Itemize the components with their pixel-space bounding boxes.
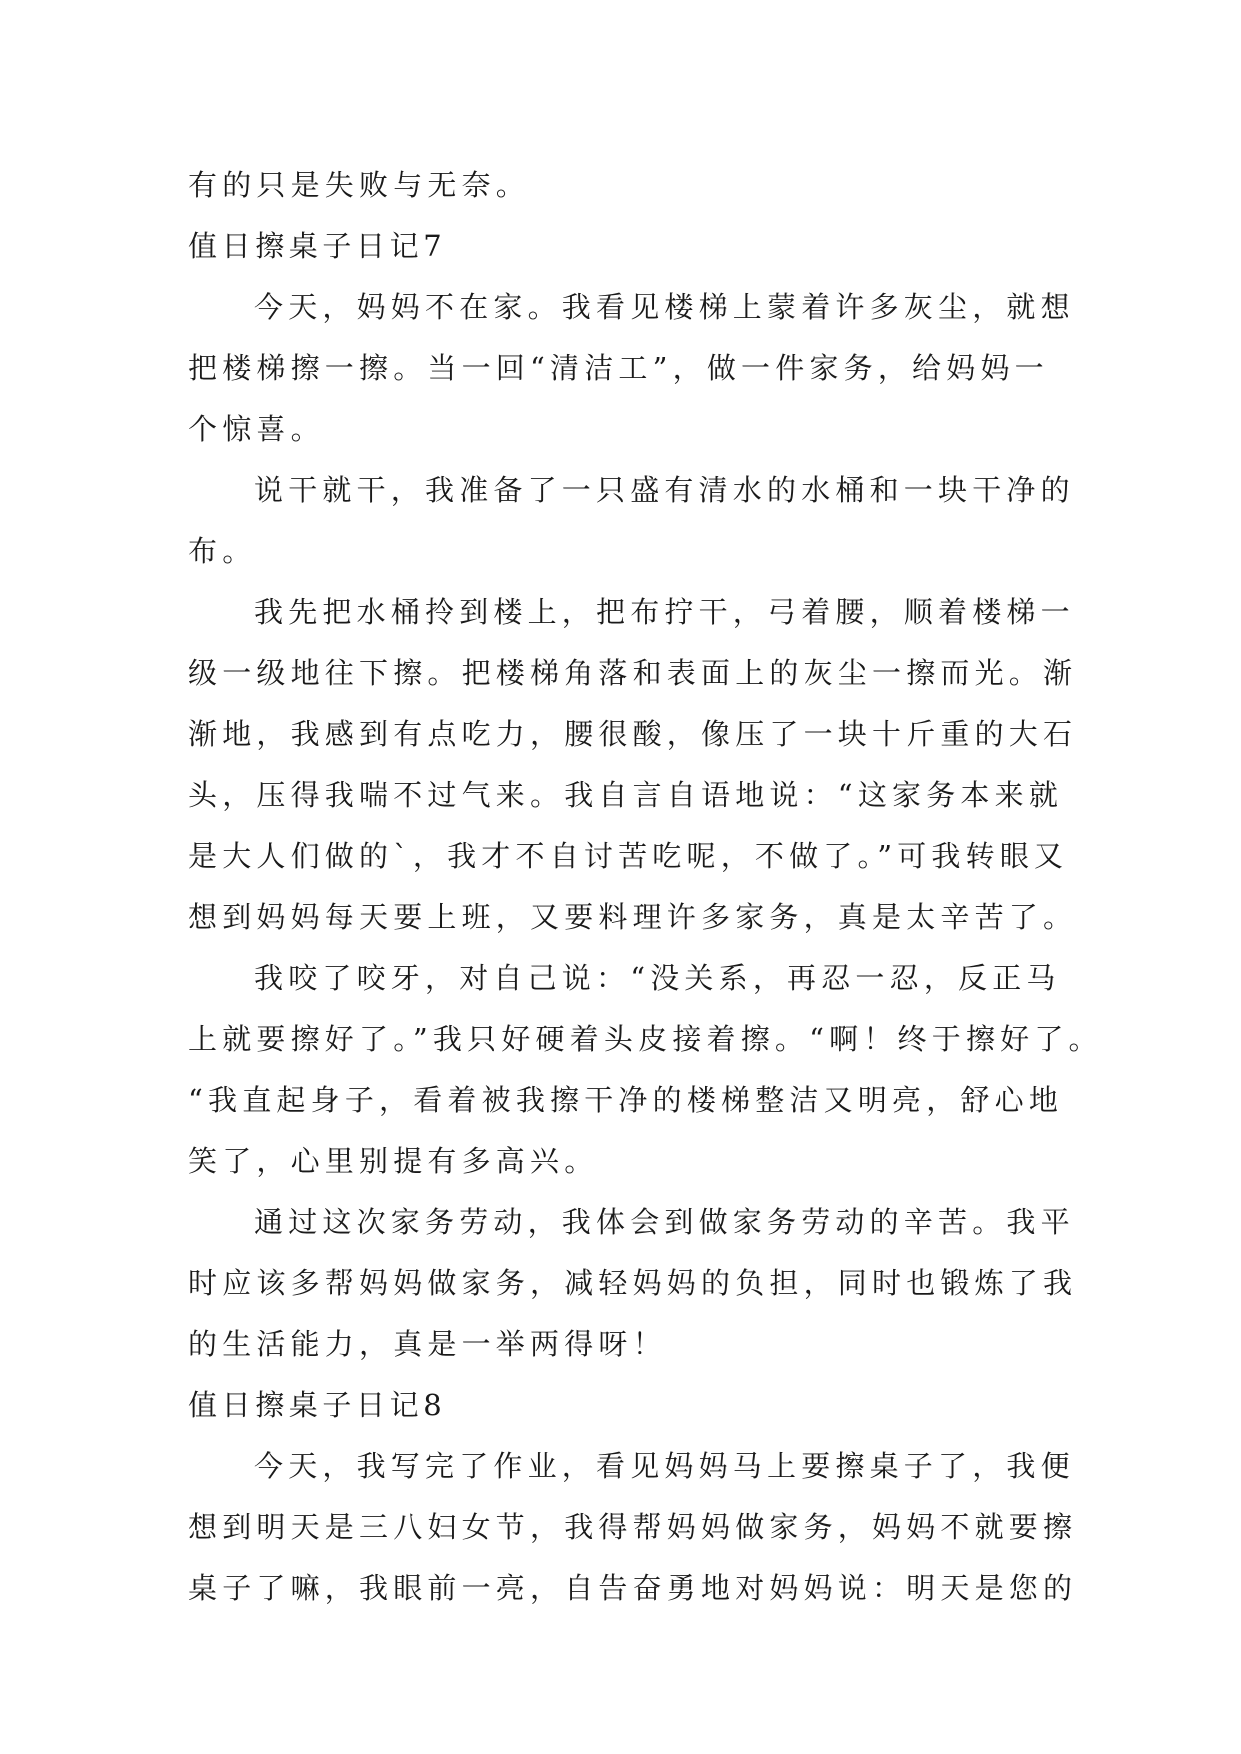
text-line: 想到妈妈每天要上班，又要料理许多家务，真是太辛苦了。: [188, 900, 1078, 934]
text-line: 布。: [188, 534, 257, 568]
text-line: 把楼梯擦一擦。当一回“清洁工”，做一件家务，给妈妈一: [188, 351, 1049, 385]
text-line: 想到明天是三八妇女节，我得帮妈妈做家务，妈妈不就要擦: [188, 1510, 1078, 1544]
text-line: 渐地，我感到有点吃力，腰很酸，像压了一块十斤重的大石: [188, 717, 1078, 751]
paragraph-first-line: 我咬了咬牙，对自己说：“没关系，再忍一忍，反正马: [254, 961, 1061, 995]
text-line: 是大人们做的`，我才不自讨苦吃呢，不做了。”可我转眼又: [188, 839, 1069, 873]
paragraph-first-line: 今天，我写完了作业，看见妈妈马上要擦桌子了，我便: [254, 1449, 1075, 1483]
paragraph-first-line: 今天，妈妈不在家。我看见楼梯上蒙着许多灰尘，就想: [254, 290, 1075, 324]
paragraph-first-line: 说干就干，我准备了一只盛有清水的水桶和一块干净的: [254, 473, 1075, 507]
text-line: 有的只是失败与无奈。: [188, 168, 531, 202]
section-heading: 值日擦桌子日记8: [188, 1388, 447, 1422]
text-line: 桌子了嘛，我眼前一亮，自告奋勇地对妈妈说：明天是您的: [188, 1571, 1078, 1605]
text-line: 时应该多帮妈妈做家务，减轻妈妈的负担，同时也锻炼了我: [188, 1266, 1078, 1300]
section-heading: 值日擦桌子日记7: [188, 229, 447, 263]
text-line: 上就要擦好了。”我只好硬着头皮接着擦。“啊！终于擦好了。: [188, 1022, 1103, 1056]
text-line: 笑了，心里别提有多高兴。: [188, 1144, 599, 1178]
document-page: [188, 155, 1103, 1619]
text-line: 级一级地往下擦。把楼梯角落和表面上的灰尘一擦而光。渐: [188, 656, 1078, 690]
paragraph-first-line: 通过这次家务劳动，我体会到做家务劳动的辛苦。我平: [254, 1205, 1075, 1239]
text-line: 个惊喜。: [188, 412, 325, 446]
text-line: 的生活能力，真是一举两得呀！: [188, 1327, 667, 1361]
text-line: 头，压得我喘不过气来。我自言自语地说：“这家务本来就: [188, 778, 1064, 812]
text-line: “我直起身子，看着被我擦干净的楼梯整洁又明亮，舒心地: [188, 1083, 1064, 1117]
paragraph-first-line: 我先把水桶拎到楼上，把布拧干，弓着腰，顺着楼梯一: [254, 595, 1075, 629]
